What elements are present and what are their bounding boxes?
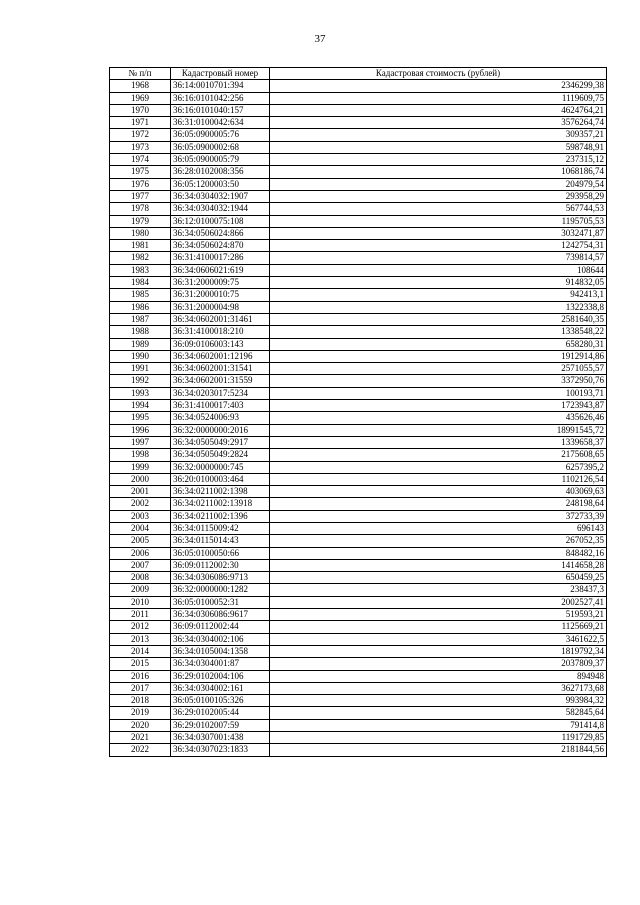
row-number-cell: 2000 [110, 473, 171, 485]
cadastral-number-cell: 36:31:0100042:634 [171, 117, 270, 129]
row-number-cell: 1989 [110, 338, 171, 350]
row-number-cell: 2005 [110, 535, 171, 547]
table-row [110, 633, 607, 645]
table-row [110, 707, 607, 719]
cadastral-number-cell: 36:34:0304002:106 [171, 633, 270, 645]
table-row [110, 682, 607, 694]
cadastral-number-cell: 36:34:0306086:9617 [171, 609, 270, 621]
row-number-cell: 1983 [110, 264, 171, 276]
cadastral-number-cell: 36:34:0602001:31559 [171, 375, 270, 387]
cadastral-number-cell: 36:31:4100018:210 [171, 326, 270, 338]
table-row [110, 658, 607, 670]
cadastral-value-cell: 1242754,31 [270, 240, 607, 252]
cadastral-number-cell: 36:34:0506024:866 [171, 227, 270, 239]
cadastral-value-cell: 2181844,56 [270, 744, 607, 756]
table-row [110, 510, 607, 522]
table-row [110, 559, 607, 571]
cadastral-number-cell: 36:31:2000004:98 [171, 301, 270, 313]
row-number-cell: 1975 [110, 166, 171, 178]
cadastral-number-cell: 36:05:0900005:79 [171, 154, 270, 166]
cadastral-value-cell: 18991545,72 [270, 424, 607, 436]
cadastral-number-cell: 36:34:0524006:93 [171, 412, 270, 424]
cadastral-number-cell: 36:34:0211002:1396 [171, 510, 270, 522]
row-number-cell: 1999 [110, 461, 171, 473]
row-number-cell: 1977 [110, 190, 171, 202]
cadastral-number-cell: 36:34:0307001:438 [171, 732, 270, 744]
cadastral-value-cell: 3372950,76 [270, 375, 607, 387]
row-number-cell: 1984 [110, 277, 171, 289]
row-number-cell: 2011 [110, 609, 171, 621]
cadastral-value-cell: 3032471,87 [270, 227, 607, 239]
table-row [110, 436, 607, 448]
cadastral-value-cell: 1723943,87 [270, 400, 607, 412]
table-row [110, 375, 607, 387]
cadastral-value-cell: 2037809,37 [270, 658, 607, 670]
cadastral-value-cell: 372733,39 [270, 510, 607, 522]
table-row [110, 744, 607, 756]
cadastral-value-cell: 1195705,53 [270, 215, 607, 227]
cadastral-value-cell: 6257395,2 [270, 461, 607, 473]
row-number-cell: 1994 [110, 400, 171, 412]
cadastral-number-cell: 36:32:0000000:745 [171, 461, 270, 473]
cadastral-value-cell: 1119609,75 [270, 92, 607, 104]
cadastral-number-cell: 36:16:0101042:256 [171, 92, 270, 104]
cadastral-number-cell: 36:34:0505049:2824 [171, 449, 270, 461]
row-number-cell: 1968 [110, 80, 171, 92]
table-row [110, 104, 607, 116]
cadastral-value-cell: 3461622,5 [270, 633, 607, 645]
cadastral-number-cell: 36:34:0602001:31461 [171, 313, 270, 325]
table-row [110, 387, 607, 399]
table-row [110, 498, 607, 510]
cadastral-number-cell: 36:34:0211002:1398 [171, 486, 270, 498]
row-number-cell: 1992 [110, 375, 171, 387]
table-row [110, 141, 607, 153]
row-number-cell: 1990 [110, 350, 171, 362]
cadastral-value-cell: 598748,91 [270, 141, 607, 153]
cadastral-number-cell: 36:34:0203017:5234 [171, 387, 270, 399]
cadastral-number-cell: 36:29:0102007:59 [171, 719, 270, 731]
cadastral-value-cell: 2571055,57 [270, 363, 607, 375]
table-row [110, 154, 607, 166]
row-number-cell: 2019 [110, 707, 171, 719]
cadastral-value-cell: 914832,05 [270, 277, 607, 289]
row-number-cell: 2003 [110, 510, 171, 522]
page-number: 37 [314, 33, 326, 45]
cadastral-number-cell: 36:34:0602001:31541 [171, 363, 270, 375]
cadastral-value-cell: 791414,8 [270, 719, 607, 731]
cadastral-number-cell: 36:05:0900002:68 [171, 141, 270, 153]
cadastral-value-cell: 100193,71 [270, 387, 607, 399]
cadastral-number-cell: 36:09:0106003:143 [171, 338, 270, 350]
table-row [110, 252, 607, 264]
cadastral-number-cell: 36:34:0115014:43 [171, 535, 270, 547]
table-row [110, 547, 607, 559]
row-number-cell: 2017 [110, 682, 171, 694]
row-number-cell: 2018 [110, 695, 171, 707]
row-number-cell: 1982 [110, 252, 171, 264]
row-number-cell: 2001 [110, 486, 171, 498]
cadastral-value-cell: 1819792,34 [270, 645, 607, 657]
cadastral-number-cell: 36:34:0304002:161 [171, 682, 270, 694]
row-number-cell: 1978 [110, 203, 171, 215]
cadastral-number-cell: 36:09:0112002:44 [171, 621, 270, 633]
row-number-cell: 1998 [110, 449, 171, 461]
row-number-cell: 2022 [110, 744, 171, 756]
cadastral-number-cell: 36:29:0102004:106 [171, 670, 270, 682]
row-number-cell: 1997 [110, 436, 171, 448]
row-number-cell: 1973 [110, 141, 171, 153]
row-number-cell: 1987 [110, 313, 171, 325]
row-number-cell: 2002 [110, 498, 171, 510]
row-number-cell: 2021 [110, 732, 171, 744]
cadastral-number-cell: 36:05:0100050:66 [171, 547, 270, 559]
row-number-cell: 1976 [110, 178, 171, 190]
cadastral-value-cell: 2175608,65 [270, 449, 607, 461]
header-row-number: № п/п [110, 68, 171, 80]
cadastral-number-cell: 36:32:0000000:1282 [171, 584, 270, 596]
cadastral-value-cell: 248198,64 [270, 498, 607, 510]
cadastral-value-cell: 237315,12 [270, 154, 607, 166]
cadastral-number-cell: 36:05:1200003:50 [171, 178, 270, 190]
cadastral-number-cell: 36:34:0306086:9713 [171, 572, 270, 584]
cadastral-value-cell: 267052,35 [270, 535, 607, 547]
cadastral-number-cell: 36:16:0101040:157 [171, 104, 270, 116]
cadastral-number-cell: 36:09:0112002:30 [171, 559, 270, 571]
cadastral-number-cell: 36:05:0100052:31 [171, 596, 270, 608]
cadastral-value-cell: 894948 [270, 670, 607, 682]
row-number-cell: 1993 [110, 387, 171, 399]
header-cadastral-value: Кадастровая стоимость (рублей) [270, 68, 607, 80]
row-number-cell: 2004 [110, 522, 171, 534]
row-number-cell: 1974 [110, 154, 171, 166]
cadastral-value-cell: 993984,32 [270, 695, 607, 707]
row-number-cell: 1971 [110, 117, 171, 129]
table-row [110, 695, 607, 707]
cadastral-number-cell: 36:14:0010701:394 [171, 80, 270, 92]
row-number-cell: 2010 [110, 596, 171, 608]
cadastral-value-cell: 1191729,85 [270, 732, 607, 744]
cadastral-value-cell: 4624764,21 [270, 104, 607, 116]
cadastral-number-cell: 36:34:0211002:13918 [171, 498, 270, 510]
cadastral-value-cell: 204979,54 [270, 178, 607, 190]
cadastral-value-cell: 2581640,35 [270, 313, 607, 325]
row-number-cell: 2009 [110, 584, 171, 596]
table-row [110, 301, 607, 313]
table-row [110, 522, 607, 534]
row-number-cell: 1995 [110, 412, 171, 424]
cadastral-number-cell: 36:31:2000009:75 [171, 277, 270, 289]
table-row [110, 670, 607, 682]
row-number-cell: 1969 [110, 92, 171, 104]
table-row [110, 203, 607, 215]
row-number-cell: 1996 [110, 424, 171, 436]
cadastral-value-cell: 582845,64 [270, 707, 607, 719]
table-row [110, 80, 607, 92]
table-row [110, 621, 607, 633]
cadastral-number-cell: 36:34:0307023:1833 [171, 744, 270, 756]
table-row [110, 400, 607, 412]
table-row [110, 215, 607, 227]
row-number-cell: 2007 [110, 559, 171, 571]
row-number-cell: 2012 [110, 621, 171, 633]
row-number-cell: 1988 [110, 326, 171, 338]
cadastral-number-cell: 36:34:0304032:1944 [171, 203, 270, 215]
cadastral-value-cell: 435626,46 [270, 412, 607, 424]
table-row [110, 92, 607, 104]
cadastral-number-cell: 36:34:0105004:1358 [171, 645, 270, 657]
table-row [110, 277, 607, 289]
row-number-cell: 1972 [110, 129, 171, 141]
cadastral-value-cell: 1414658,28 [270, 559, 607, 571]
row-number-cell: 1986 [110, 301, 171, 313]
table-row [110, 227, 607, 239]
cadastral-number-cell: 36:32:0000000:2016 [171, 424, 270, 436]
cadastral-value-cell: 1102126,54 [270, 473, 607, 485]
table-header-row [110, 68, 607, 80]
cadastral-value-cell: 3576264,74 [270, 117, 607, 129]
cadastral-number-cell: 36:31:4100017:403 [171, 400, 270, 412]
row-number-cell: 1985 [110, 289, 171, 301]
cadastral-value-cell: 739814,57 [270, 252, 607, 264]
cadastral-value-cell: 658280,31 [270, 338, 607, 350]
cadastral-number-cell: 36:34:0606021:619 [171, 264, 270, 276]
table-row [110, 596, 607, 608]
cadastral-value-cell: 696143 [270, 522, 607, 534]
table-row [110, 535, 607, 547]
row-number-cell: 2006 [110, 547, 171, 559]
cadastral-value-cell: 3627173,68 [270, 682, 607, 694]
table-row [110, 732, 607, 744]
table-row [110, 350, 607, 362]
table-row [110, 363, 607, 375]
table-row [110, 338, 607, 350]
cadastral-value-cell: 567744,53 [270, 203, 607, 215]
cadastral-value-cell: 403069,63 [270, 486, 607, 498]
cadastral-number-cell: 36:34:0304001:87 [171, 658, 270, 670]
table-row [110, 584, 607, 596]
row-number-cell: 2014 [110, 645, 171, 657]
cadastral-value-cell: 293958,29 [270, 190, 607, 202]
cadastral-number-cell: 36:34:0304032:1907 [171, 190, 270, 202]
cadastral-value-cell: 1912914,86 [270, 350, 607, 362]
table-row [110, 313, 607, 325]
table-row [110, 264, 607, 276]
cadastral-number-cell: 36:31:2000010:75 [171, 289, 270, 301]
cadastral-value-cell: 1339658,37 [270, 436, 607, 448]
cadastral-value-cell: 942413,1 [270, 289, 607, 301]
cadastral-number-cell: 36:34:0506024:870 [171, 240, 270, 252]
row-number-cell: 1980 [110, 227, 171, 239]
cadastral-number-cell: 36:31:4100017:286 [171, 252, 270, 264]
cadastral-number-cell: 36:34:0602001:12196 [171, 350, 270, 362]
table-row [110, 719, 607, 731]
table-row [110, 289, 607, 301]
row-number-cell: 1979 [110, 215, 171, 227]
table-row [110, 461, 607, 473]
cadastral-value-cell: 1338548,22 [270, 326, 607, 338]
table-row [110, 240, 607, 252]
cadastral-value-cell: 108644 [270, 264, 607, 276]
cadastral-value-cell: 848482,16 [270, 547, 607, 559]
cadastral-number-cell: 36:20:0100003:464 [171, 473, 270, 485]
cadastral-value-cell: 2346299,38 [270, 80, 607, 92]
row-number-cell: 1970 [110, 104, 171, 116]
cadastral-number-cell: 36:05:0900005:76 [171, 129, 270, 141]
cadastral-number-cell: 36:34:0115009:42 [171, 522, 270, 534]
cadastral-value-table [109, 67, 607, 757]
table-row [110, 572, 607, 584]
row-number-cell: 2013 [110, 633, 171, 645]
cadastral-number-cell: 36:34:0505049:2917 [171, 436, 270, 448]
cadastral-value-cell: 1125669,21 [270, 621, 607, 633]
table-row [110, 178, 607, 190]
cadastral-value-cell: 519593,21 [270, 609, 607, 621]
table-row [110, 117, 607, 129]
row-number-cell: 2016 [110, 670, 171, 682]
table-row [110, 449, 607, 461]
cadastral-value-cell: 1068186,74 [270, 166, 607, 178]
table-row [110, 129, 607, 141]
table-row [110, 190, 607, 202]
row-number-cell: 2020 [110, 719, 171, 731]
cadastral-value-cell: 650459,25 [270, 572, 607, 584]
cadastral-number-cell: 36:28:0102008:356 [171, 166, 270, 178]
table-row [110, 326, 607, 338]
header-cadastral-number: Кадастровый номер [171, 68, 270, 80]
cadastral-number-cell: 36:29:0102005:44 [171, 707, 270, 719]
table-row [110, 486, 607, 498]
cadastral-value-cell: 238437,3 [270, 584, 607, 596]
row-number-cell: 2015 [110, 658, 171, 670]
table-row [110, 166, 607, 178]
cadastral-number-cell: 36:05:0100105:326 [171, 695, 270, 707]
cadastral-number-cell: 36:12:0100075:108 [171, 215, 270, 227]
table-row [110, 424, 607, 436]
cadastral-value-cell: 1322338,8 [270, 301, 607, 313]
table-row [110, 609, 607, 621]
table-row [110, 412, 607, 424]
cadastral-value-cell: 2002527,41 [270, 596, 607, 608]
row-number-cell: 1991 [110, 363, 171, 375]
table-row [110, 645, 607, 657]
cadastral-value-cell: 309357,21 [270, 129, 607, 141]
row-number-cell: 1981 [110, 240, 171, 252]
row-number-cell: 2008 [110, 572, 171, 584]
table-row [110, 473, 607, 485]
